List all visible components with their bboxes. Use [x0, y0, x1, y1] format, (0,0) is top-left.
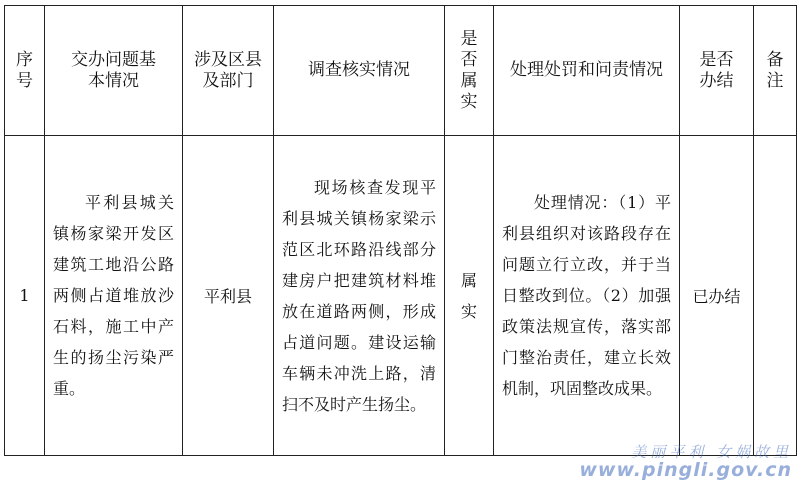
header-investigation: 调查核实情况 — [274, 6, 445, 136]
supervision-table — [4, 5, 797, 456]
row-remark — [754, 136, 797, 456]
header-row — [5, 6, 797, 136]
watermark-text: 美丽平利 女娲故里 — [631, 442, 792, 461]
row-verified-cell — [445, 136, 494, 456]
header-problem: 交办问题基本情况 — [45, 6, 183, 136]
row-handling: 处理情况：（1）平利县组织对该路段存在问题立行立改，并于当日整改到位。（2）加强政策法规宣传，落实部门整治责任，建立长效机制，巩固整改成果。 — [502, 193, 671, 398]
header-remark: 备注 — [754, 6, 797, 136]
row-problem: 平利县城关镇杨家梁开发区建筑工地沿公路两侧占道堆放沙石料，施工中产生的扬尘污染严重。 — [53, 193, 174, 398]
row-handling-cell — [494, 136, 680, 456]
table-row — [5, 136, 797, 456]
row-verified: 属实 — [460, 270, 477, 321]
header-department: 涉及区县及部门 — [183, 6, 274, 136]
row-completed: 已办结 — [680, 136, 754, 456]
row-investigation-cell — [274, 136, 445, 456]
header-index: 序号 — [5, 6, 45, 136]
header-verified: 是否属实 — [445, 6, 494, 136]
header-completed: 是否办结 — [680, 6, 754, 136]
row-problem-cell — [45, 136, 183, 456]
row-index: 1 — [5, 136, 45, 456]
row-investigation: 现场核查发现平利县城关镇杨家梁示范区北环路沿线部分建房户把建筑材料堆放在道路两侧，形成占道问题。建设运输车辆未冲洗上路，清扫不及时产生扬尘。 — [282, 177, 436, 414]
site-watermark — [579, 444, 792, 481]
row-department: 平利县 — [183, 136, 274, 456]
header-handling: 处理处罚和问责情况 — [494, 6, 680, 136]
watermark-url: www.pingli.gov.cn — [579, 459, 792, 482]
